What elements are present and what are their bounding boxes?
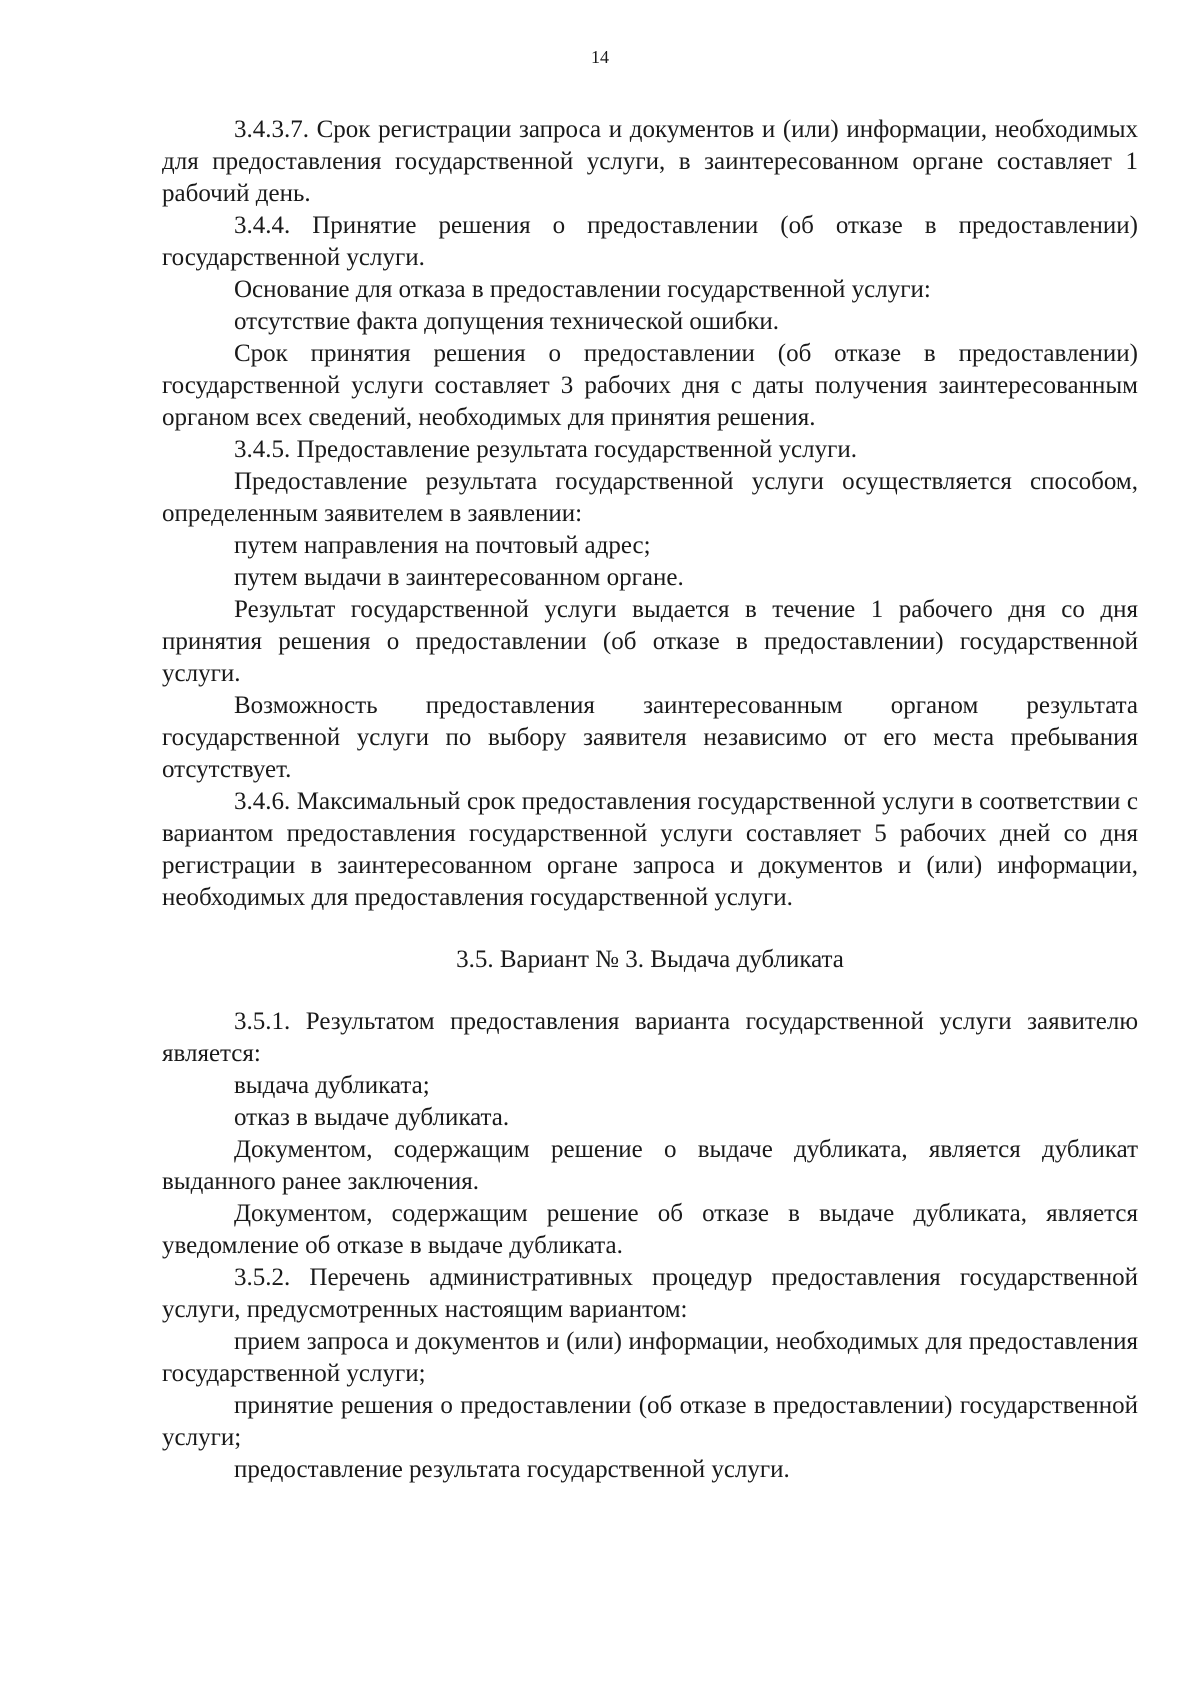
paragraph: Срок принятия решения о предоставлении (об отказе в предоставлении) государственной услуги составляет 3 рабочих дня с даты получения заинтересованным органом всех сведений, необходимых для принятия решения. [162,340,1138,431]
paragraph: Документом, содержащим решение о выдаче дубликата, является дубликат выданного ранее заключения. [162,1136,1138,1195]
paragraph: 3.4.3.7. Срок регистрации запроса и документов и (или) информации, необходимых для предоставления государственной услуги, в заинтересованном органе составляет 1 рабочий день. [162,116,1138,207]
document-body [162,114,1138,1486]
paragraph: Основание для отказа в предоставлении государственной услуги: [234,276,931,303]
paragraph: отсутствие факта допущения технической ошибки. [234,308,780,335]
paragraph: предоставление результата государственной услуги. [234,1456,790,1483]
section-heading: 3.5. Вариант № 3. Выдача дубликата [456,946,844,973]
paragraph: отказ в выдаче дубликата. [234,1104,510,1131]
paragraph: путем выдачи в заинтересованном органе. [234,564,684,591]
page-number: 14 [591,47,609,67]
paragraph: прием запроса и документов и (или) информации, необходимых для предоставления государственной услуги; [162,1328,1138,1387]
paragraph: Предоставление результата государственной услуги осуществляется способом, определенным заявителем в заявлении: [162,468,1138,527]
paragraph: 3.4.4. Принятие решения о предоставлении (об отказе в предоставлении) государственной услуги. [162,212,1138,271]
paragraph: путем направления на почтовый адрес; [234,532,651,559]
paragraph: Результат государственной услуги выдается в течение 1 рабочего дня со дня принятия решения о предоставлении (об отказе в предоставлении) государственной услуги. [162,596,1138,687]
paragraph: 3.5.1. Результатом предоставления варианта государственной услуги заявителю является: [162,1008,1138,1067]
paragraph: 3.4.5. Предоставление результата государственной услуги. [234,436,857,463]
paragraph: Возможность предоставления заинтересованным органом результата государственной услуги по выбору заявителя независимо от его места пребывания отсутствует. [162,692,1138,783]
paragraph: 3.4.6. Максимальный срок предоставления государственной услуги в соответствии с вариантом предоставления государственной услуги составляет 5 рабочих дней со дня регистрации в заинтересованном органе запроса и документов и (или) информации, необходимых для предоставления государственной услуги. [162,788,1138,911]
paragraph: принятие решения о предоставлении (об отказе в предоставлении) государственной услуги; [162,1392,1138,1451]
paragraph: 3.5.2. Перечень административных процедур предоставления государственной услуги, предусмотренных настоящим вариантом: [162,1264,1138,1323]
paragraph: выдача дубликата; [234,1072,430,1099]
paragraph: Документом, содержащим решение об отказе в выдаче дубликата, является уведомление об отказе в выдаче дубликата. [162,1200,1138,1259]
